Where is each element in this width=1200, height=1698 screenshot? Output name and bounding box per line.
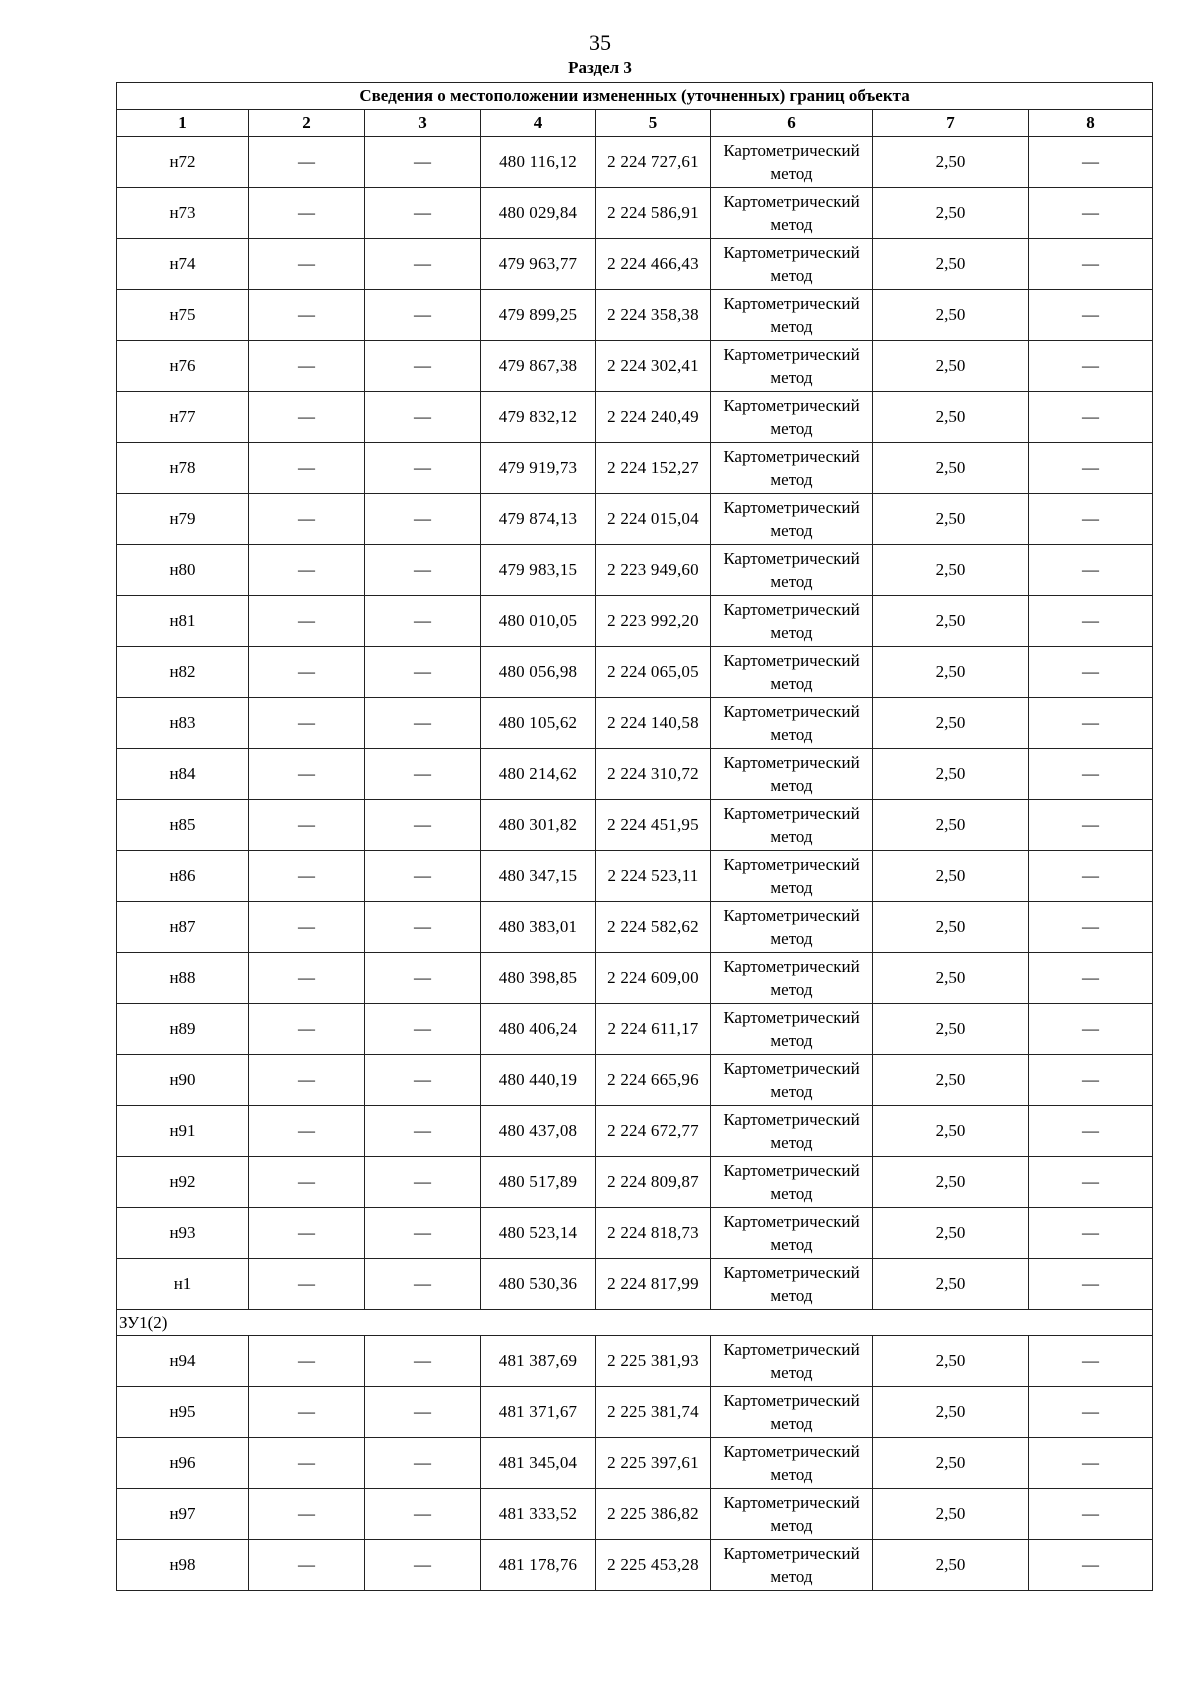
- empty-dash-cell: —: [365, 902, 481, 953]
- empty-dash-cell: —: [365, 1438, 481, 1489]
- method-cell: Картометрический метод: [711, 1157, 873, 1208]
- method-cell: Картометрический метод: [711, 800, 873, 851]
- accuracy-cell: 2,50: [873, 188, 1029, 239]
- empty-dash-cell: —: [1029, 392, 1153, 443]
- table-row: [117, 647, 1153, 698]
- point-id-cell: н76: [117, 341, 249, 392]
- y-coordinate-cell: 2 223 992,20: [596, 596, 711, 647]
- table-row: [117, 1489, 1153, 1540]
- empty-dash-cell: —: [365, 1106, 481, 1157]
- accuracy-cell: 2,50: [873, 749, 1029, 800]
- method-cell: Картометрический метод: [711, 1336, 873, 1387]
- y-coordinate-cell: 2 225 381,93: [596, 1336, 711, 1387]
- accuracy-cell: 2,50: [873, 239, 1029, 290]
- point-id-cell: н87: [117, 902, 249, 953]
- y-coordinate-cell: 2 224 586,91: [596, 188, 711, 239]
- empty-dash-cell: —: [249, 1387, 365, 1438]
- empty-dash-cell: —: [1029, 443, 1153, 494]
- empty-dash-cell: —: [365, 290, 481, 341]
- empty-dash-cell: —: [249, 188, 365, 239]
- point-id-cell: н98: [117, 1540, 249, 1591]
- point-id-cell: н97: [117, 1489, 249, 1540]
- accuracy-cell: 2,50: [873, 647, 1029, 698]
- y-coordinate-cell: 2 224 818,73: [596, 1208, 711, 1259]
- x-coordinate-cell: 480 530,36: [481, 1259, 596, 1310]
- empty-dash-cell: —: [249, 290, 365, 341]
- table-row: [117, 953, 1153, 1004]
- accuracy-cell: 2,50: [873, 1208, 1029, 1259]
- empty-dash-cell: —: [365, 1004, 481, 1055]
- empty-dash-cell: —: [249, 341, 365, 392]
- method-cell: Картометрический метод: [711, 851, 873, 902]
- accuracy-cell: 2,50: [873, 392, 1029, 443]
- table-row: [117, 239, 1153, 290]
- x-coordinate-cell: 480 029,84: [481, 188, 596, 239]
- y-coordinate-cell: 2 224 065,05: [596, 647, 711, 698]
- x-coordinate-cell: 481 333,52: [481, 1489, 596, 1540]
- accuracy-cell: 2,50: [873, 1540, 1029, 1591]
- x-coordinate-cell: 480 437,08: [481, 1106, 596, 1157]
- empty-dash-cell: —: [365, 494, 481, 545]
- point-id-cell: н84: [117, 749, 249, 800]
- empty-dash-cell: —: [249, 1259, 365, 1310]
- point-id-cell: н83: [117, 698, 249, 749]
- empty-dash-cell: —: [365, 647, 481, 698]
- column-number: 2: [249, 110, 365, 137]
- empty-dash-cell: —: [365, 953, 481, 1004]
- empty-dash-cell: —: [249, 1208, 365, 1259]
- column-number: 8: [1029, 110, 1153, 137]
- empty-dash-cell: —: [1029, 1336, 1153, 1387]
- empty-dash-cell: —: [249, 545, 365, 596]
- y-coordinate-cell: 2 224 466,43: [596, 239, 711, 290]
- x-coordinate-cell: 480 105,62: [481, 698, 596, 749]
- accuracy-cell: 2,50: [873, 494, 1029, 545]
- point-id-cell: н79: [117, 494, 249, 545]
- x-coordinate-cell: 479 867,38: [481, 341, 596, 392]
- empty-dash-cell: —: [249, 953, 365, 1004]
- table-row: [117, 596, 1153, 647]
- y-coordinate-cell: 2 224 809,87: [596, 1157, 711, 1208]
- empty-dash-cell: —: [1029, 1438, 1153, 1489]
- coordinates-table: [116, 82, 1153, 1591]
- empty-dash-cell: —: [1029, 1208, 1153, 1259]
- method-cell: Картометрический метод: [711, 1387, 873, 1438]
- table-row: [117, 545, 1153, 596]
- point-id-cell: н78: [117, 443, 249, 494]
- method-cell: Картометрический метод: [711, 494, 873, 545]
- empty-dash-cell: —: [1029, 698, 1153, 749]
- empty-dash-cell: —: [1029, 188, 1153, 239]
- empty-dash-cell: —: [249, 1336, 365, 1387]
- method-cell: Картометрический метод: [711, 1004, 873, 1055]
- table-row: [117, 341, 1153, 392]
- accuracy-cell: 2,50: [873, 1489, 1029, 1540]
- point-id-cell: н93: [117, 1208, 249, 1259]
- column-number: 1: [117, 110, 249, 137]
- empty-dash-cell: —: [1029, 1004, 1153, 1055]
- empty-dash-cell: —: [249, 137, 365, 188]
- table-row: [117, 1106, 1153, 1157]
- empty-dash-cell: —: [1029, 749, 1153, 800]
- point-id-cell: н75: [117, 290, 249, 341]
- page-number: 35: [589, 30, 611, 55]
- empty-dash-cell: —: [1029, 953, 1153, 1004]
- table-row: [117, 1208, 1153, 1259]
- method-cell: Картометрический метод: [711, 188, 873, 239]
- empty-dash-cell: —: [249, 800, 365, 851]
- x-coordinate-cell: 480 523,14: [481, 1208, 596, 1259]
- empty-dash-cell: —: [1029, 851, 1153, 902]
- empty-dash-cell: —: [1029, 1489, 1153, 1540]
- empty-dash-cell: —: [1029, 1055, 1153, 1106]
- method-cell: Картометрический метод: [711, 749, 873, 800]
- y-coordinate-cell: 2 225 453,28: [596, 1540, 711, 1591]
- y-coordinate-cell: 2 224 523,11: [596, 851, 711, 902]
- group-section: [117, 1310, 1153, 1336]
- point-id-cell: н77: [117, 392, 249, 443]
- accuracy-cell: 2,50: [873, 290, 1029, 341]
- y-coordinate-cell: 2 224 310,72: [596, 749, 711, 800]
- empty-dash-cell: —: [365, 239, 481, 290]
- y-coordinate-cell: 2 225 386,82: [596, 1489, 711, 1540]
- x-coordinate-cell: 480 116,12: [481, 137, 596, 188]
- accuracy-cell: 2,50: [873, 1438, 1029, 1489]
- x-coordinate-cell: 480 383,01: [481, 902, 596, 953]
- method-cell: Картометрический метод: [711, 1055, 873, 1106]
- table-caption: Сведения о местоположении измененных (уточненных) границ объекта: [117, 83, 1153, 110]
- table-row: [117, 1540, 1153, 1591]
- x-coordinate-cell: 480 010,05: [481, 596, 596, 647]
- point-id-cell: н92: [117, 1157, 249, 1208]
- point-id-cell: н1: [117, 1259, 249, 1310]
- method-cell: Картометрический метод: [711, 1540, 873, 1591]
- section-title: Раздел 3: [568, 58, 632, 77]
- empty-dash-cell: —: [249, 1489, 365, 1540]
- empty-dash-cell: —: [365, 1336, 481, 1387]
- y-coordinate-cell: 2 224 672,77: [596, 1106, 711, 1157]
- point-id-cell: н73: [117, 188, 249, 239]
- table-row: [117, 1259, 1153, 1310]
- table-row: [117, 1055, 1153, 1106]
- empty-dash-cell: —: [249, 1540, 365, 1591]
- method-cell: Картометрический метод: [711, 698, 873, 749]
- method-cell: Картометрический метод: [711, 902, 873, 953]
- empty-dash-cell: —: [365, 1259, 481, 1310]
- y-coordinate-cell: 2 224 611,17: [596, 1004, 711, 1055]
- table-row: [117, 1157, 1153, 1208]
- empty-dash-cell: —: [1029, 647, 1153, 698]
- y-coordinate-cell: 2 224 015,04: [596, 494, 711, 545]
- y-coordinate-cell: 2 225 397,61: [596, 1438, 711, 1489]
- empty-dash-cell: —: [365, 341, 481, 392]
- empty-dash-cell: —: [1029, 902, 1153, 953]
- empty-dash-cell: —: [249, 494, 365, 545]
- point-id-cell: н85: [117, 800, 249, 851]
- table-row: [117, 902, 1153, 953]
- empty-dash-cell: —: [249, 392, 365, 443]
- point-id-cell: н80: [117, 545, 249, 596]
- accuracy-cell: 2,50: [873, 443, 1029, 494]
- accuracy-cell: 2,50: [873, 596, 1029, 647]
- x-coordinate-cell: 479 832,12: [481, 392, 596, 443]
- method-cell: Картометрический метод: [711, 239, 873, 290]
- table-row: [117, 494, 1153, 545]
- empty-dash-cell: —: [1029, 1106, 1153, 1157]
- empty-dash-cell: —: [249, 647, 365, 698]
- table-row: [117, 137, 1153, 188]
- table-row: [117, 1438, 1153, 1489]
- accuracy-cell: 2,50: [873, 1259, 1029, 1310]
- accuracy-cell: 2,50: [873, 1157, 1029, 1208]
- empty-dash-cell: —: [249, 596, 365, 647]
- method-cell: Картометрический метод: [711, 1259, 873, 1310]
- empty-dash-cell: —: [249, 1055, 365, 1106]
- y-coordinate-cell: 2 223 949,60: [596, 545, 711, 596]
- method-cell: Картометрический метод: [711, 596, 873, 647]
- accuracy-cell: 2,50: [873, 1387, 1029, 1438]
- empty-dash-cell: —: [249, 851, 365, 902]
- method-cell: Картометрический метод: [711, 290, 873, 341]
- empty-dash-cell: —: [1029, 137, 1153, 188]
- column-number: 4: [481, 110, 596, 137]
- empty-dash-cell: —: [1029, 1540, 1153, 1591]
- empty-dash-cell: —: [365, 1157, 481, 1208]
- method-cell: Картометрический метод: [711, 953, 873, 1004]
- column-number: 5: [596, 110, 711, 137]
- accuracy-cell: 2,50: [873, 851, 1029, 902]
- column-number: 7: [873, 110, 1029, 137]
- method-cell: Картометрический метод: [711, 1106, 873, 1157]
- empty-dash-cell: —: [1029, 494, 1153, 545]
- accuracy-cell: 2,50: [873, 1055, 1029, 1106]
- y-coordinate-cell: 2 225 381,74: [596, 1387, 711, 1438]
- empty-dash-cell: —: [249, 1438, 365, 1489]
- empty-dash-cell: —: [1029, 290, 1153, 341]
- empty-dash-cell: —: [1029, 596, 1153, 647]
- y-coordinate-cell: 2 224 152,27: [596, 443, 711, 494]
- accuracy-cell: 2,50: [873, 698, 1029, 749]
- empty-dash-cell: —: [249, 1004, 365, 1055]
- y-coordinate-cell: 2 224 582,62: [596, 902, 711, 953]
- y-coordinate-cell: 2 224 240,49: [596, 392, 711, 443]
- method-cell: Картометрический метод: [711, 1208, 873, 1259]
- point-id-cell: н74: [117, 239, 249, 290]
- empty-dash-cell: —: [249, 239, 365, 290]
- y-coordinate-cell: 2 224 358,38: [596, 290, 711, 341]
- method-cell: Картометрический метод: [711, 545, 873, 596]
- empty-dash-cell: —: [365, 137, 481, 188]
- empty-dash-cell: —: [365, 851, 481, 902]
- point-id-cell: н86: [117, 851, 249, 902]
- empty-dash-cell: —: [365, 596, 481, 647]
- point-id-cell: н94: [117, 1336, 249, 1387]
- x-coordinate-cell: 481 178,76: [481, 1540, 596, 1591]
- empty-dash-cell: —: [249, 443, 365, 494]
- y-coordinate-cell: 2 224 451,95: [596, 800, 711, 851]
- x-coordinate-cell: 479 899,25: [481, 290, 596, 341]
- x-coordinate-cell: 480 347,15: [481, 851, 596, 902]
- empty-dash-cell: —: [249, 749, 365, 800]
- y-coordinate-cell: 2 224 609,00: [596, 953, 711, 1004]
- empty-dash-cell: —: [1029, 1259, 1153, 1310]
- empty-dash-cell: —: [365, 698, 481, 749]
- empty-dash-cell: —: [1029, 800, 1153, 851]
- method-cell: Картометрический метод: [711, 1438, 873, 1489]
- table-row: [117, 851, 1153, 902]
- table-row: [117, 392, 1153, 443]
- empty-dash-cell: —: [1029, 545, 1153, 596]
- point-id-cell: н95: [117, 1387, 249, 1438]
- y-coordinate-cell: 2 224 302,41: [596, 341, 711, 392]
- empty-dash-cell: —: [1029, 341, 1153, 392]
- y-coordinate-cell: 2 224 727,61: [596, 137, 711, 188]
- x-coordinate-cell: 480 406,24: [481, 1004, 596, 1055]
- x-coordinate-cell: 480 517,89: [481, 1157, 596, 1208]
- method-cell: Картометрический метод: [711, 647, 873, 698]
- x-coordinate-cell: 479 983,15: [481, 545, 596, 596]
- empty-dash-cell: —: [365, 1387, 481, 1438]
- table-body: [117, 137, 1153, 1310]
- group-row: [117, 1310, 1153, 1336]
- x-coordinate-cell: 481 371,67: [481, 1387, 596, 1438]
- x-coordinate-cell: 480 056,98: [481, 647, 596, 698]
- column-number: 3: [365, 110, 481, 137]
- accuracy-cell: 2,50: [873, 341, 1029, 392]
- point-id-cell: н91: [117, 1106, 249, 1157]
- method-cell: Картометрический метод: [711, 1489, 873, 1540]
- empty-dash-cell: —: [249, 902, 365, 953]
- x-coordinate-cell: 479 874,13: [481, 494, 596, 545]
- x-coordinate-cell: 479 963,77: [481, 239, 596, 290]
- table-row: [117, 800, 1153, 851]
- table-body-group: [117, 1336, 1153, 1591]
- method-cell: Картометрический метод: [711, 137, 873, 188]
- empty-dash-cell: —: [365, 1540, 481, 1591]
- x-coordinate-cell: 481 345,04: [481, 1438, 596, 1489]
- method-cell: Картометрический метод: [711, 341, 873, 392]
- table-row: [117, 1387, 1153, 1438]
- empty-dash-cell: —: [365, 443, 481, 494]
- column-number-row: [117, 110, 1153, 137]
- y-coordinate-cell: 2 224 140,58: [596, 698, 711, 749]
- x-coordinate-cell: 480 301,82: [481, 800, 596, 851]
- x-coordinate-cell: 481 387,69: [481, 1336, 596, 1387]
- accuracy-cell: 2,50: [873, 137, 1029, 188]
- accuracy-cell: 2,50: [873, 1106, 1029, 1157]
- accuracy-cell: 2,50: [873, 1004, 1029, 1055]
- empty-dash-cell: —: [365, 800, 481, 851]
- column-number: 6: [711, 110, 873, 137]
- table-row: [117, 698, 1153, 749]
- empty-dash-cell: —: [365, 1055, 481, 1106]
- point-id-cell: н82: [117, 647, 249, 698]
- accuracy-cell: 2,50: [873, 1336, 1029, 1387]
- method-cell: Картометрический метод: [711, 392, 873, 443]
- group-label: ЗУ1(2): [117, 1310, 1153, 1336]
- empty-dash-cell: —: [1029, 1387, 1153, 1438]
- point-id-cell: н81: [117, 596, 249, 647]
- empty-dash-cell: —: [1029, 239, 1153, 290]
- accuracy-cell: 2,50: [873, 545, 1029, 596]
- point-id-cell: н96: [117, 1438, 249, 1489]
- empty-dash-cell: —: [249, 698, 365, 749]
- table-row: [117, 188, 1153, 239]
- y-coordinate-cell: 2 224 817,99: [596, 1259, 711, 1310]
- x-coordinate-cell: 479 919,73: [481, 443, 596, 494]
- empty-dash-cell: —: [365, 749, 481, 800]
- x-coordinate-cell: 480 398,85: [481, 953, 596, 1004]
- empty-dash-cell: —: [249, 1157, 365, 1208]
- empty-dash-cell: —: [365, 392, 481, 443]
- table-row: [117, 749, 1153, 800]
- accuracy-cell: 2,50: [873, 953, 1029, 1004]
- accuracy-cell: 2,50: [873, 902, 1029, 953]
- empty-dash-cell: —: [365, 1489, 481, 1540]
- y-coordinate-cell: 2 224 665,96: [596, 1055, 711, 1106]
- empty-dash-cell: —: [249, 1106, 365, 1157]
- point-id-cell: н89: [117, 1004, 249, 1055]
- table-row: [117, 443, 1153, 494]
- accuracy-cell: 2,50: [873, 800, 1029, 851]
- empty-dash-cell: —: [365, 545, 481, 596]
- point-id-cell: н72: [117, 137, 249, 188]
- empty-dash-cell: —: [1029, 1157, 1153, 1208]
- table-row: [117, 290, 1153, 341]
- point-id-cell: н88: [117, 953, 249, 1004]
- table-row: [117, 1004, 1153, 1055]
- x-coordinate-cell: 480 214,62: [481, 749, 596, 800]
- method-cell: Картометрический метод: [711, 443, 873, 494]
- empty-dash-cell: —: [365, 1208, 481, 1259]
- table-row: [117, 1336, 1153, 1387]
- point-id-cell: н90: [117, 1055, 249, 1106]
- x-coordinate-cell: 480 440,19: [481, 1055, 596, 1106]
- empty-dash-cell: —: [365, 188, 481, 239]
